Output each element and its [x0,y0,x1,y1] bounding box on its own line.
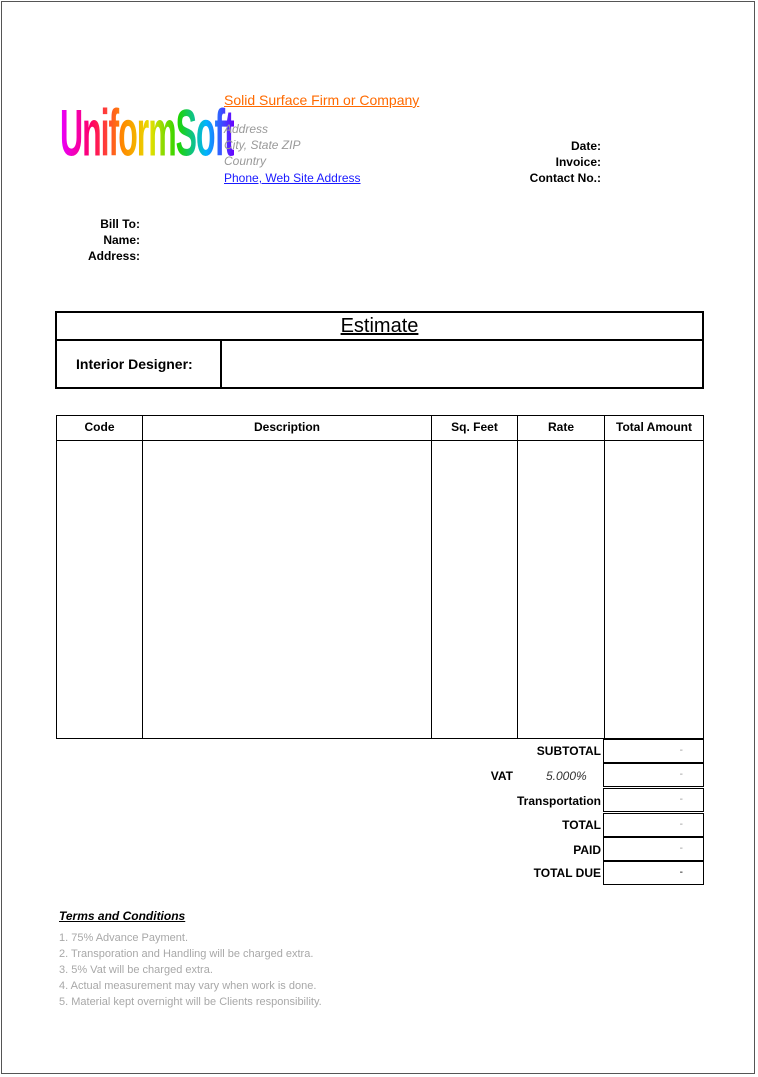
column-header-description: Description [143,416,431,441]
subtotal-label: SUBTOTAL [536,744,601,758]
paid-value: - [603,837,704,861]
bill-to-name-label: Name: [103,233,140,247]
bill-to-address-label: Address: [87,249,140,263]
items-table [56,415,704,739]
estimate-box [55,311,704,389]
company-city-state-zip: City, State ZIP [224,138,301,152]
logo-text: UniformSoft [60,92,234,174]
total-due-value: - [603,861,704,885]
total-label: TOTAL [562,818,601,832]
bill-to-label: Bill To: [100,217,140,231]
contact-link[interactable]: Phone, Web Site Address [224,171,361,185]
paid-label: PAID [573,843,601,857]
term-item: 4. Actual measurement may vary when work is done. [59,980,317,992]
transportation-label: Transportation [516,794,601,808]
subtotal-value: - [603,739,704,763]
column-header-sq-feet: Sq. Feet [432,416,517,441]
vat-label: VAT [490,769,513,783]
invoice-label: Invoice: [555,155,601,169]
company-logo [60,92,234,174]
total-due-label: TOTAL DUE [533,866,601,880]
term-item: 2. Transporation and Handling will be charged extra. [59,948,314,960]
terms-title: Terms and Conditions [59,909,186,923]
total-amount-column [605,416,703,738]
company-country: Country [224,154,267,168]
description-column [143,416,432,738]
date-label: Date: [570,139,601,153]
sq-feet-column [432,416,518,738]
transportation-value: - [603,788,704,812]
column-header-code: Code [57,416,142,441]
code-column [57,416,143,738]
vat-rate: 5.000% [546,769,587,783]
term-item: 3. 5% Vat will be charged extra. [59,964,213,976]
interior-designer-label: Interior Designer: [57,341,222,387]
total-value: - [603,813,704,837]
rate-column [518,416,605,738]
vat-value: - [603,763,704,787]
contact-number-label: Contact No.: [529,171,601,185]
company-name: Solid Surface Firm or Company [224,92,420,108]
term-item: 5. Material kept overnight will be Clients responsibility. [59,996,322,1008]
column-header-rate: Rate [518,416,604,441]
term-item: 1. 75% Advance Payment. [59,932,189,944]
company-address: Address [224,122,269,136]
estimate-title: Estimate [57,313,702,341]
column-header-total-amount: Total Amount [605,416,703,441]
